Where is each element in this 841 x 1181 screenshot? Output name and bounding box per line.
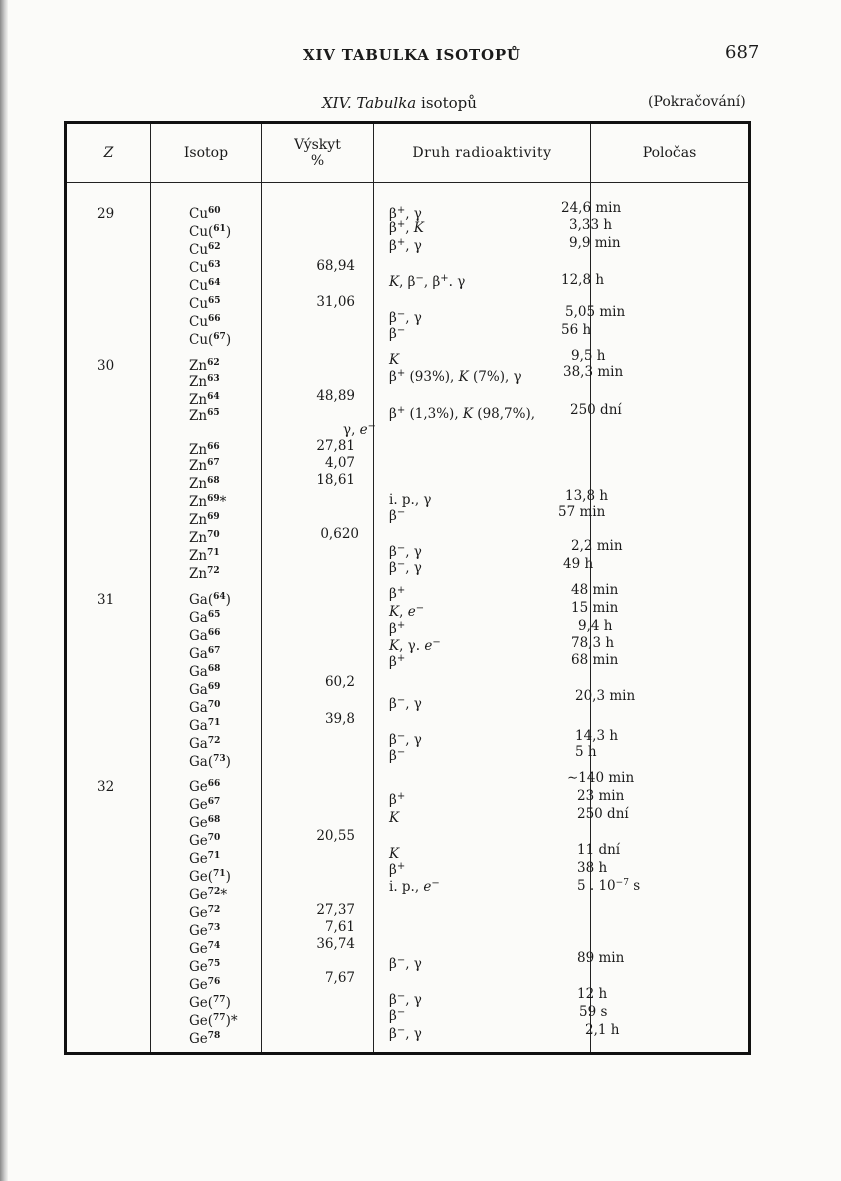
isotope-symbol: Ge$^{71}$ [189, 851, 221, 867]
half-life-value: 9,9 min [569, 235, 621, 251]
decay-mode: β−, γ [389, 543, 422, 560]
abundance-value: 18,61 [316, 472, 355, 488]
isotope-symbol: Zn$^{67}$ [189, 458, 220, 474]
isotope-symbol: Ge($^{71}$) [189, 869, 231, 885]
header-separator [67, 182, 748, 183]
decay-mode: K [389, 352, 400, 368]
half-life-value: 38 h [577, 860, 608, 876]
decay-mode: β+ [389, 585, 406, 602]
header-abundance [262, 124, 373, 182]
isotope-symbol: Cu$^{62}$ [189, 242, 221, 258]
header-decay: Druh radioaktivity [412, 145, 552, 161]
abundance-value: 31,06 [316, 294, 355, 310]
decay-mode: β−, γ [389, 695, 422, 712]
decay-mode: β−, γ [389, 1025, 422, 1042]
isotope-symbol: Ga$^{72}$ [189, 736, 221, 752]
caption-roman: XIV. [322, 94, 352, 112]
half-life-value: 12,8 h [561, 272, 605, 288]
half-life-value: 14,3 h [575, 728, 619, 744]
header-z: Z [103, 145, 114, 161]
abundance-value: 68,94 [316, 258, 355, 274]
column-divider [373, 124, 374, 1052]
isotope-table [64, 121, 751, 1055]
isotope-symbol: Ga$^{68}$ [189, 664, 221, 680]
decay-mode: β−, γ [389, 731, 422, 748]
half-life-value: 250 dní [570, 402, 622, 418]
half-life-value: 2,2 min [571, 538, 623, 554]
half-life-value: 5,05 min [565, 304, 626, 320]
atomic-number: 29 [97, 206, 115, 222]
isotope-symbol: Ga$^{69}$ [189, 682, 221, 698]
isotope-symbol: Zn$^{62}$ [189, 358, 220, 374]
half-life-value: 56 h [561, 322, 592, 338]
isotope-symbol: Cu$^{63}$ [189, 260, 221, 276]
half-life-value: 5 h [575, 744, 597, 760]
isotope-symbol: Ge($^{77}$) [189, 995, 231, 1011]
half-life-value: 11 dní [577, 842, 621, 858]
header-isotope: Isotop [183, 145, 229, 161]
decay-mode: K, e− [389, 603, 425, 620]
half-life-value: 59 s [579, 1004, 608, 1020]
half-life-value: 3,33 h [569, 217, 613, 233]
decay-mode: β− [389, 507, 406, 524]
half-life-value: 15 min [571, 600, 619, 616]
caption-rest: isotopů [421, 94, 477, 112]
isotope-symbol: Cu$^{65}$ [189, 296, 221, 312]
half-life-value: 48 min [571, 582, 619, 598]
book-spine-shadow [0, 0, 8, 1181]
atomic-number: 31 [97, 592, 115, 608]
isotope-symbol: Zn$^{69}$ [189, 512, 220, 528]
abundance-value: 36,74 [316, 936, 355, 952]
decay-mode: β+ [389, 620, 406, 637]
header-abundance-label: Výskyt [294, 137, 341, 153]
half-life-value: 57 min [558, 504, 606, 520]
isotope-symbol: Ge$^{75}$ [189, 959, 221, 975]
isotope-symbol: Zn$^{66}$ [189, 442, 220, 458]
abundance-value: 48,89 [316, 388, 355, 404]
isotope-symbol: Ga$^{65}$ [189, 610, 221, 626]
half-life-value: 20,3 min [575, 688, 636, 704]
abundance-value: 39,8 [324, 711, 355, 727]
isotope-symbol: Ga($^{64}$) [189, 592, 231, 608]
decay-mode: β+ [389, 653, 406, 670]
decay-mode: K, β−, β+. γ [389, 273, 466, 290]
decay-mode: β−, γ [389, 991, 422, 1008]
isotope-symbol: Ga$^{71}$ [189, 718, 221, 734]
running-head: XIV TABULKA ISOTOPŮ [303, 46, 521, 64]
abundance-value: 60,2 [324, 674, 355, 690]
abundance-value: 0,620 [320, 526, 359, 542]
isotope-symbol: Zn$^{72}$ [189, 566, 220, 582]
isotope-symbol: Cu$^{66}$ [189, 314, 221, 330]
isotope-symbol: Ga$^{70}$ [189, 700, 221, 716]
decay-mode: K, γ. e− [389, 637, 441, 654]
isotope-symbol: Zn$^{69}$* [189, 494, 227, 510]
abundance-value: 27,37 [316, 902, 355, 918]
isotope-symbol: Ga$^{67}$ [189, 646, 221, 662]
isotope-symbol: Ge$^{66}$ [189, 779, 221, 795]
decay-mode: β+ (1,3%), K (98,7%), [389, 405, 536, 422]
header-abundance-unit: % [310, 153, 325, 169]
abundance-value: 4,07 [324, 455, 355, 471]
caption-italic: Tabulka [356, 94, 417, 112]
decay-mode: K [389, 810, 400, 826]
isotope-symbol: Ge($^{77}$)* [189, 1013, 238, 1029]
half-life-value: 78,3 h [571, 635, 615, 651]
isotope-symbol: Zn$^{65}$ [189, 408, 220, 424]
decay-mode: i. p., e− [389, 878, 440, 895]
half-life-value: 13,8 h [565, 488, 609, 504]
isotope-symbol: Ge$^{70}$ [189, 833, 221, 849]
decay-mode: β+, K [389, 219, 424, 236]
decay-mode: β−, γ [389, 309, 422, 326]
atomic-number: 32 [97, 779, 115, 795]
half-life-value: 2,1 h [585, 1022, 620, 1038]
half-life-value: 9,5 h [571, 348, 606, 364]
atomic-number: 30 [97, 358, 115, 374]
abundance-value: 7,61 [324, 919, 355, 935]
isotope-symbol: Ga($^{73}$) [189, 754, 231, 770]
half-life-value: 9,4 h [578, 618, 613, 634]
half-life-value: ∼140 min [567, 770, 635, 786]
half-life-value: 49 h [563, 556, 594, 572]
decay-mode: β+, γ [389, 237, 422, 254]
decay-mode: β+ [389, 791, 406, 808]
decay-mode: β− [389, 747, 406, 764]
isotope-symbol: Ga$^{66}$ [189, 628, 221, 644]
decay-mode: β+, γ [389, 205, 422, 222]
isotope-symbol: Zn$^{71}$ [189, 548, 220, 564]
decay-mode: γ, e− [343, 421, 377, 438]
isotope-symbol: Zn$^{63}$ [189, 374, 220, 390]
isotope-symbol: Ge$^{78}$ [189, 1031, 221, 1047]
isotope-symbol: Cu($^{67}$) [189, 332, 232, 348]
half-life-value: 38,3 min [563, 364, 624, 380]
abundance-value: 27,81 [316, 438, 355, 454]
isotope-symbol: Ge$^{76}$ [189, 977, 221, 993]
column-divider [150, 124, 151, 1052]
half-life-value: 23 min [577, 788, 625, 804]
isotope-symbol: Zn$^{64}$ [189, 392, 220, 408]
decay-mode: K [389, 846, 400, 862]
half-life-value: 89 min [577, 950, 625, 966]
decay-mode: β−, γ [389, 559, 422, 576]
isotope-symbol: Ge$^{67}$ [189, 797, 221, 813]
isotope-symbol: Ge$^{72}$ [189, 905, 221, 921]
decay-mode: β+ (93%), K (7%), γ [389, 368, 522, 385]
header-half-life: Poločas [642, 145, 697, 161]
decay-mode: β− [389, 325, 406, 342]
decay-mode: β− [389, 1007, 406, 1024]
half-life-value: 12 h [577, 986, 608, 1002]
isotope-symbol: Ge$^{73}$ [189, 923, 221, 939]
column-divider [261, 124, 262, 1052]
decay-mode: β+ [389, 861, 406, 878]
table-caption [322, 94, 477, 112]
isotope-symbol: Cu$^{64}$ [189, 278, 221, 294]
half-life-value: 5 . $10^{-7}$ s [577, 878, 641, 894]
isotope-symbol: Cu($^{61}$) [189, 224, 232, 240]
half-life-value: 68 min [571, 652, 619, 668]
decay-mode: β−, γ [389, 955, 422, 972]
decay-mode: i. p., γ [389, 492, 432, 508]
isotope-symbol: Ge$^{74}$ [189, 941, 221, 957]
isotope-symbol: Ge$^{72}$* [189, 887, 228, 903]
half-life-value: 250 dní [577, 806, 629, 822]
abundance-value: 20,55 [316, 828, 355, 844]
isotope-symbol: Zn$^{68}$ [189, 476, 220, 492]
half-life-value: 24,6 min [561, 200, 622, 216]
continued-label: (Pokračování) [648, 94, 746, 110]
isotope-symbol: Zn$^{70}$ [189, 530, 220, 546]
abundance-value: 7,67 [324, 970, 355, 986]
isotope-symbol: Ge$^{68}$ [189, 815, 221, 831]
isotope-symbol: Cu$^{60}$ [189, 206, 221, 222]
page-number: 687 [725, 42, 760, 63]
